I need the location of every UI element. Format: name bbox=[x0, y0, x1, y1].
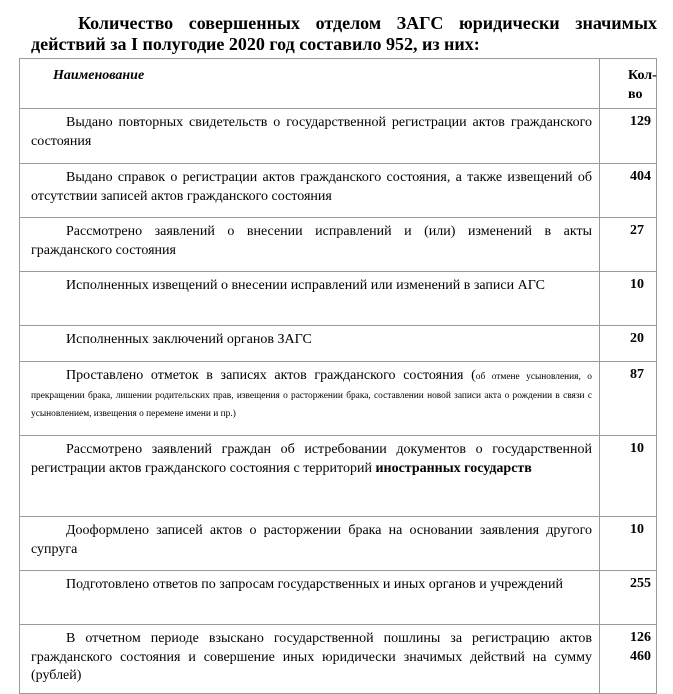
row-qty: 126 460 bbox=[600, 625, 657, 694]
report-table bbox=[19, 58, 657, 694]
row-qty: 10 bbox=[600, 517, 657, 571]
row-name: Дооформлено записей актов о расторжении брака на основании заявления другого супруга bbox=[20, 517, 600, 571]
header-name: Наименование bbox=[20, 59, 600, 109]
row-qty: 10 bbox=[600, 436, 657, 517]
table-row bbox=[20, 272, 657, 326]
table-row bbox=[20, 109, 657, 164]
row-name: В отчетном периоде взыскано государственной пошлины за регистрацию актов гражданского состояния и совершение иных юридически значимых действий на сумму (рублей) bbox=[20, 625, 600, 694]
row-name: Исполненных извещений о внесении исправлений или изменений в записи АГС bbox=[20, 272, 600, 326]
row-name: Проставлено отметок в записях актов гражданского состояния (об отмене усыновления, о прекращении брака, лишении родительских прав, извещения о расторжении брака, составлении новой записи акта о рождении в связи с усыновлением, извещения о перемене имени и пр.) bbox=[20, 362, 600, 436]
table-row bbox=[20, 164, 657, 218]
row-name: Выдано повторных свидетельств о государственной регистрации актов гражданского состояния bbox=[20, 109, 600, 164]
row-note: об отмене усыновления, о прекращении брака, лишении родительских прав, извещения о расторжении брака, составлении новой записи акта о рождении в связи с усыновлением, извещения о перемене имени и пр.) bbox=[31, 372, 592, 419]
row-emphasis: иностранных государств bbox=[375, 460, 532, 476]
table-row bbox=[20, 625, 657, 694]
row-name: Исполненных заключений органов ЗАГС bbox=[20, 326, 600, 362]
row-name: Рассмотрено заявлений о внесении исправлений и (или) изменений в акты гражданского состояния bbox=[20, 218, 600, 272]
row-qty: 20 bbox=[600, 326, 657, 362]
row-name: Рассмотрено заявлений граждан об истребовании документов о государственной регистрации актов гражданского состояния с территорий иностранных государств bbox=[20, 436, 600, 517]
header-qty: Кол-во bbox=[600, 59, 657, 109]
row-qty: 87 bbox=[600, 362, 657, 436]
table-row bbox=[20, 517, 657, 571]
page-heading bbox=[31, 13, 657, 55]
table-row bbox=[20, 436, 657, 517]
row-qty: 129 bbox=[600, 109, 657, 164]
row-qty: 10 bbox=[600, 272, 657, 326]
heading-text: Количество совершенных отделом ЗАГС юридически значимых действий за I полугодие 2020 год составило 952, из них: bbox=[31, 13, 657, 54]
row-name: Выдано справок о регистрации актов гражданского состояния, а также извещений об отсутствии записей актов гражданского состояния bbox=[20, 164, 600, 218]
row-qty: 255 bbox=[600, 571, 657, 625]
row-qty: 404 bbox=[600, 164, 657, 218]
table-header-row bbox=[20, 59, 657, 109]
row-name: Подготовлено ответов по запросам государственных и иных органов и учреждений bbox=[20, 571, 600, 625]
table-row bbox=[20, 218, 657, 272]
table-row bbox=[20, 326, 657, 362]
table-row bbox=[20, 571, 657, 625]
row-qty: 27 bbox=[600, 218, 657, 272]
table-row bbox=[20, 362, 657, 436]
